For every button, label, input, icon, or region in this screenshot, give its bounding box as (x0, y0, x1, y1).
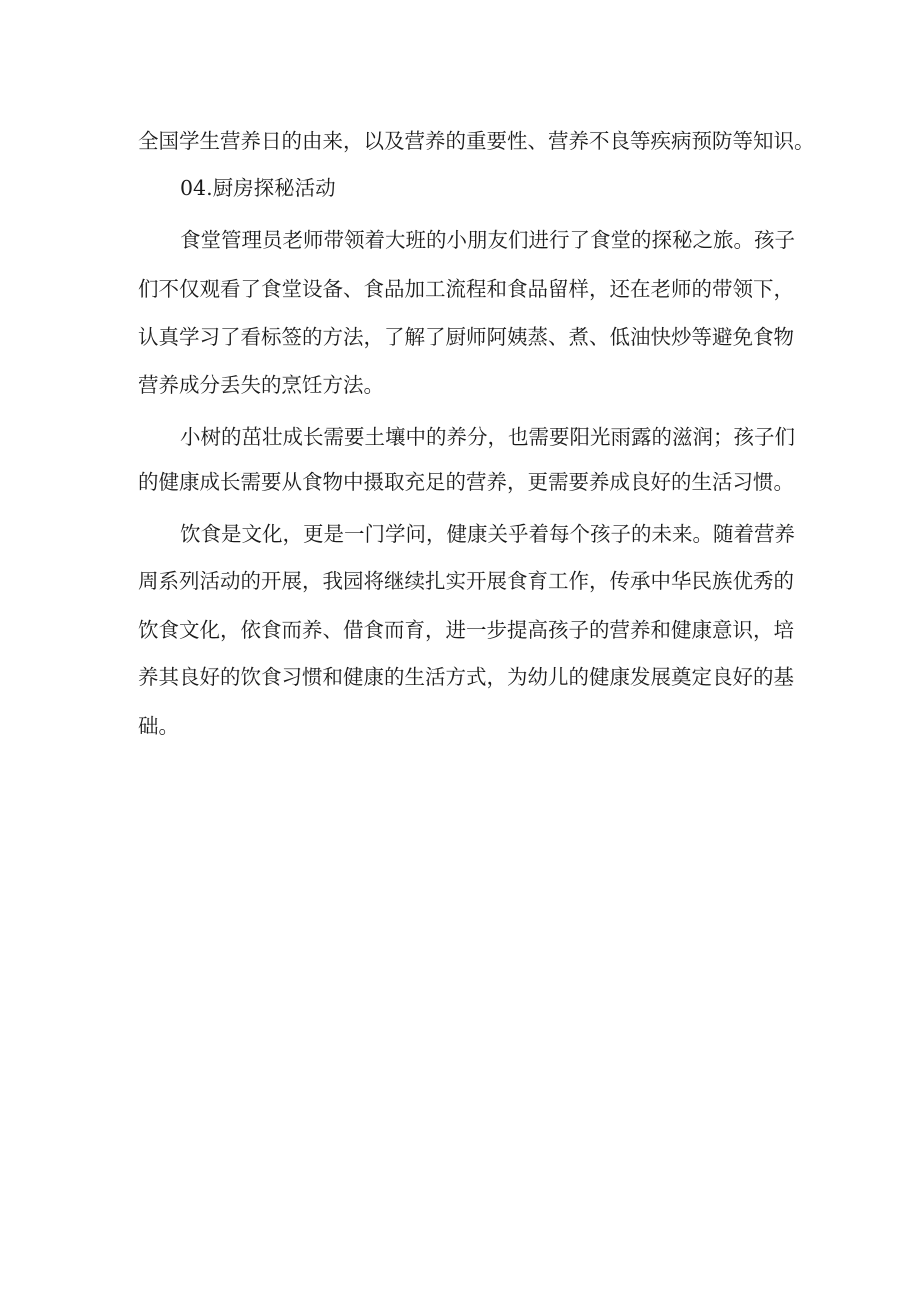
paragraph-line: 食堂管理员老师带领着大班的小朋友们进行了食堂的探秘之旅。孩子 (180, 228, 795, 252)
section-heading: 04.厨房探秘活动 (180, 176, 336, 200)
paragraph-line: 营养成分丢失的烹饪方法。 (138, 373, 384, 397)
paragraph-line: 们不仅观看了食堂设备、食品加工流程和食品留样，还在老师的带领下， (138, 277, 794, 301)
paragraph-line: 养其良好的饮食习惯和健康的生活方式，为幼儿的健康发展奠定良好的基 (138, 665, 794, 689)
paragraph-line: 饮食文化，依食而养、借食而育，进一步提高孩子的营养和健康意识，培 (138, 618, 794, 642)
paragraph-line: 小树的茁壮成长需要土壤中的养分，也需要阳光雨露的滋润；孩子们 (180, 425, 795, 449)
paragraph-line: 全国学生营养日的由来，以及营养的重要性、营养不良等疾病预防等知识。 (138, 129, 815, 153)
paragraph-line: 础。 (138, 714, 179, 738)
paragraph-line: 饮食是文化，更是一门学问，健康关乎着每个孩子的未来。随着营养 (180, 522, 795, 546)
paragraph-line: 认真学习了看标签的方法，了解了厨师阿姨蒸、煮、低油快炒等避免食物 (138, 325, 794, 349)
paragraph-line: 周系列活动的开展，我园将继续扎实开展食育工作，传承中华民族优秀的 (138, 569, 794, 593)
paragraph-line: 的健康成长需要从食物中摄取充足的营养，更需要养成良好的生活习惯。 (138, 470, 794, 494)
